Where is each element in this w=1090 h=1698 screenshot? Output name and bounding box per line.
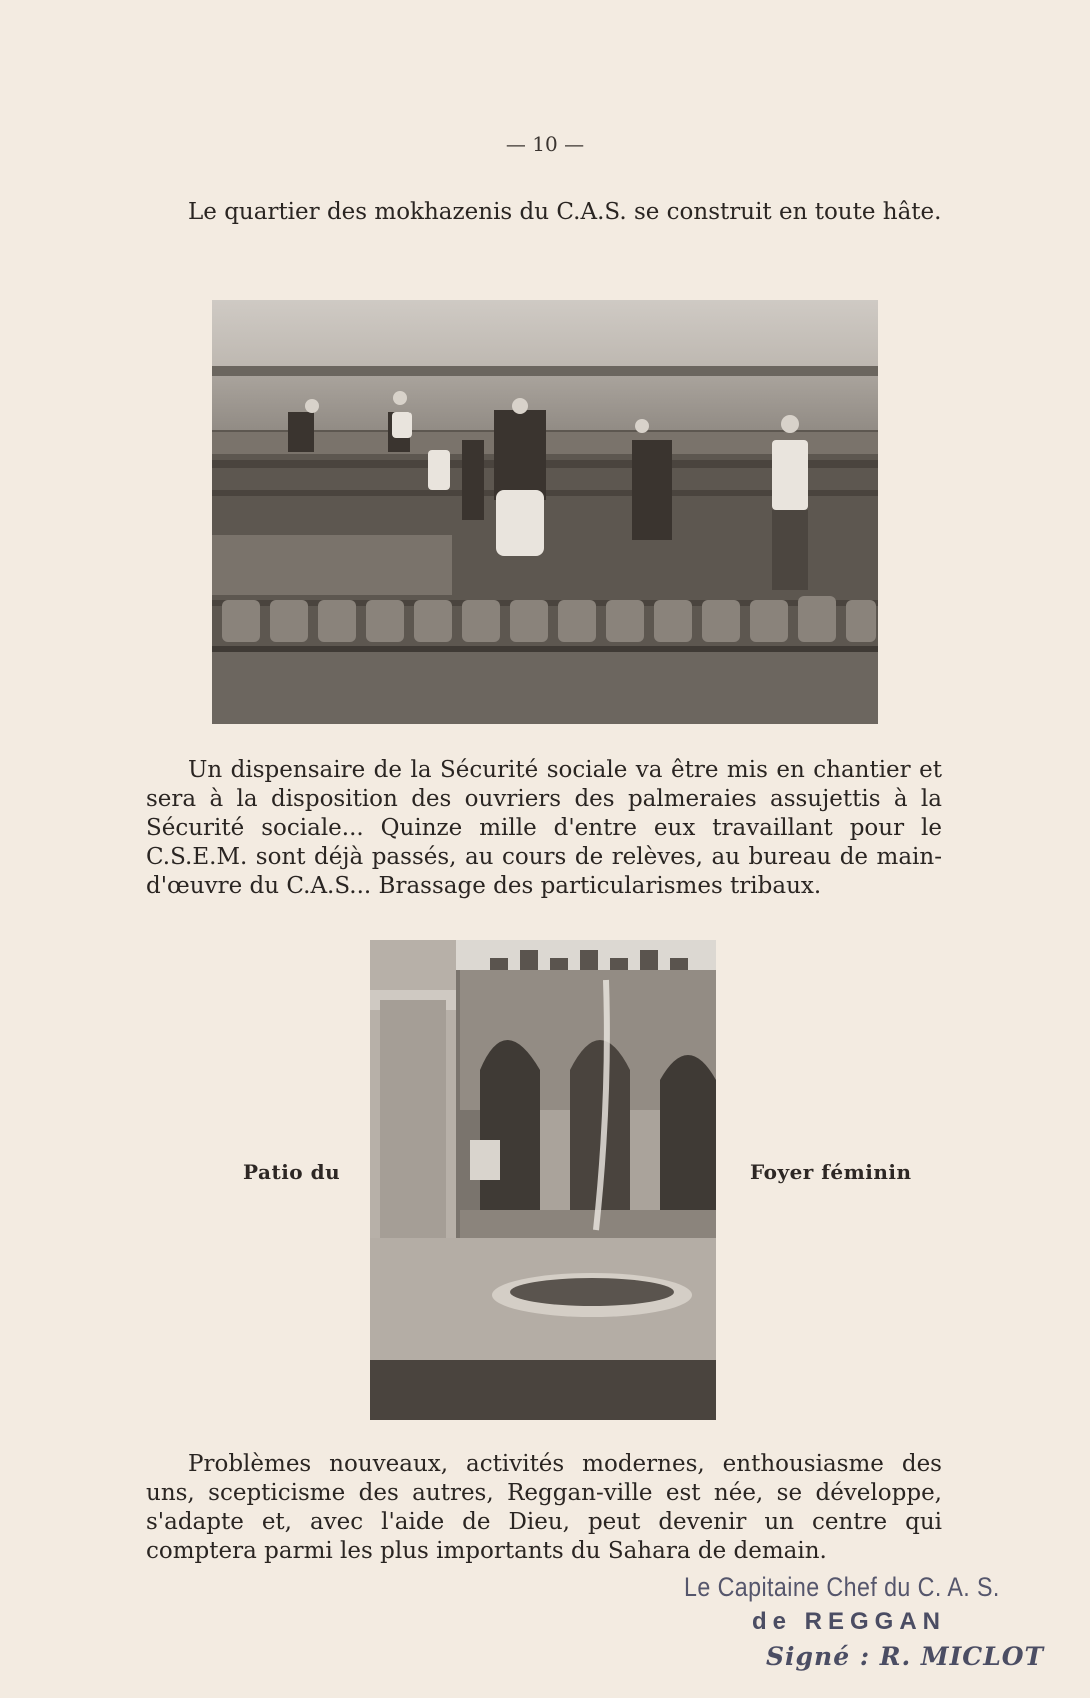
paragraph-construction: Le quartier des mokhazenis du C.A.S. se construit en toute hâte.	[188, 199, 942, 225]
stamp-line-title: Le Capitaine Chef du C. A. S.	[684, 1572, 1000, 1602]
stamp-line-location: de REGGAN	[752, 1608, 947, 1635]
stamp-line-signature: Signé : R. MICLOT	[766, 1642, 1045, 1671]
page-number: — 10 —	[505, 132, 585, 156]
construction-photo-image	[212, 300, 878, 724]
photo-construction-site	[212, 300, 878, 724]
photo-patio-foyer	[370, 940, 716, 1420]
paragraph-conclusion: Problèmes nouveaux, activités modernes, enthousiasme des uns, scepticisme des autres, Reggan-ville est née, se développe, s'adapte et, avec l'aide de Dieu, peut devenir un centre qui comptera parmi les plus importants du Sahara de demain.	[146, 1451, 942, 1564]
paragraph-dispensary: Un dispensaire de la Sécurité sociale va être mis en chantier et sera à la disposition des ouvriers des palmeraies assujettis à la Sécurité sociale... Quinze mille d'entre eux travaillant pour le C.S.E.M. sont déjà passés, au cours de relèves, au bureau de main-d'œuvre du C.A.S... Brassage des particularismes tribaux.	[146, 757, 942, 899]
patio-photo-image	[370, 940, 716, 1420]
photo-caption-right: Foyer féminin	[750, 1160, 912, 1184]
photo-caption-left: Patio du	[243, 1160, 341, 1184]
